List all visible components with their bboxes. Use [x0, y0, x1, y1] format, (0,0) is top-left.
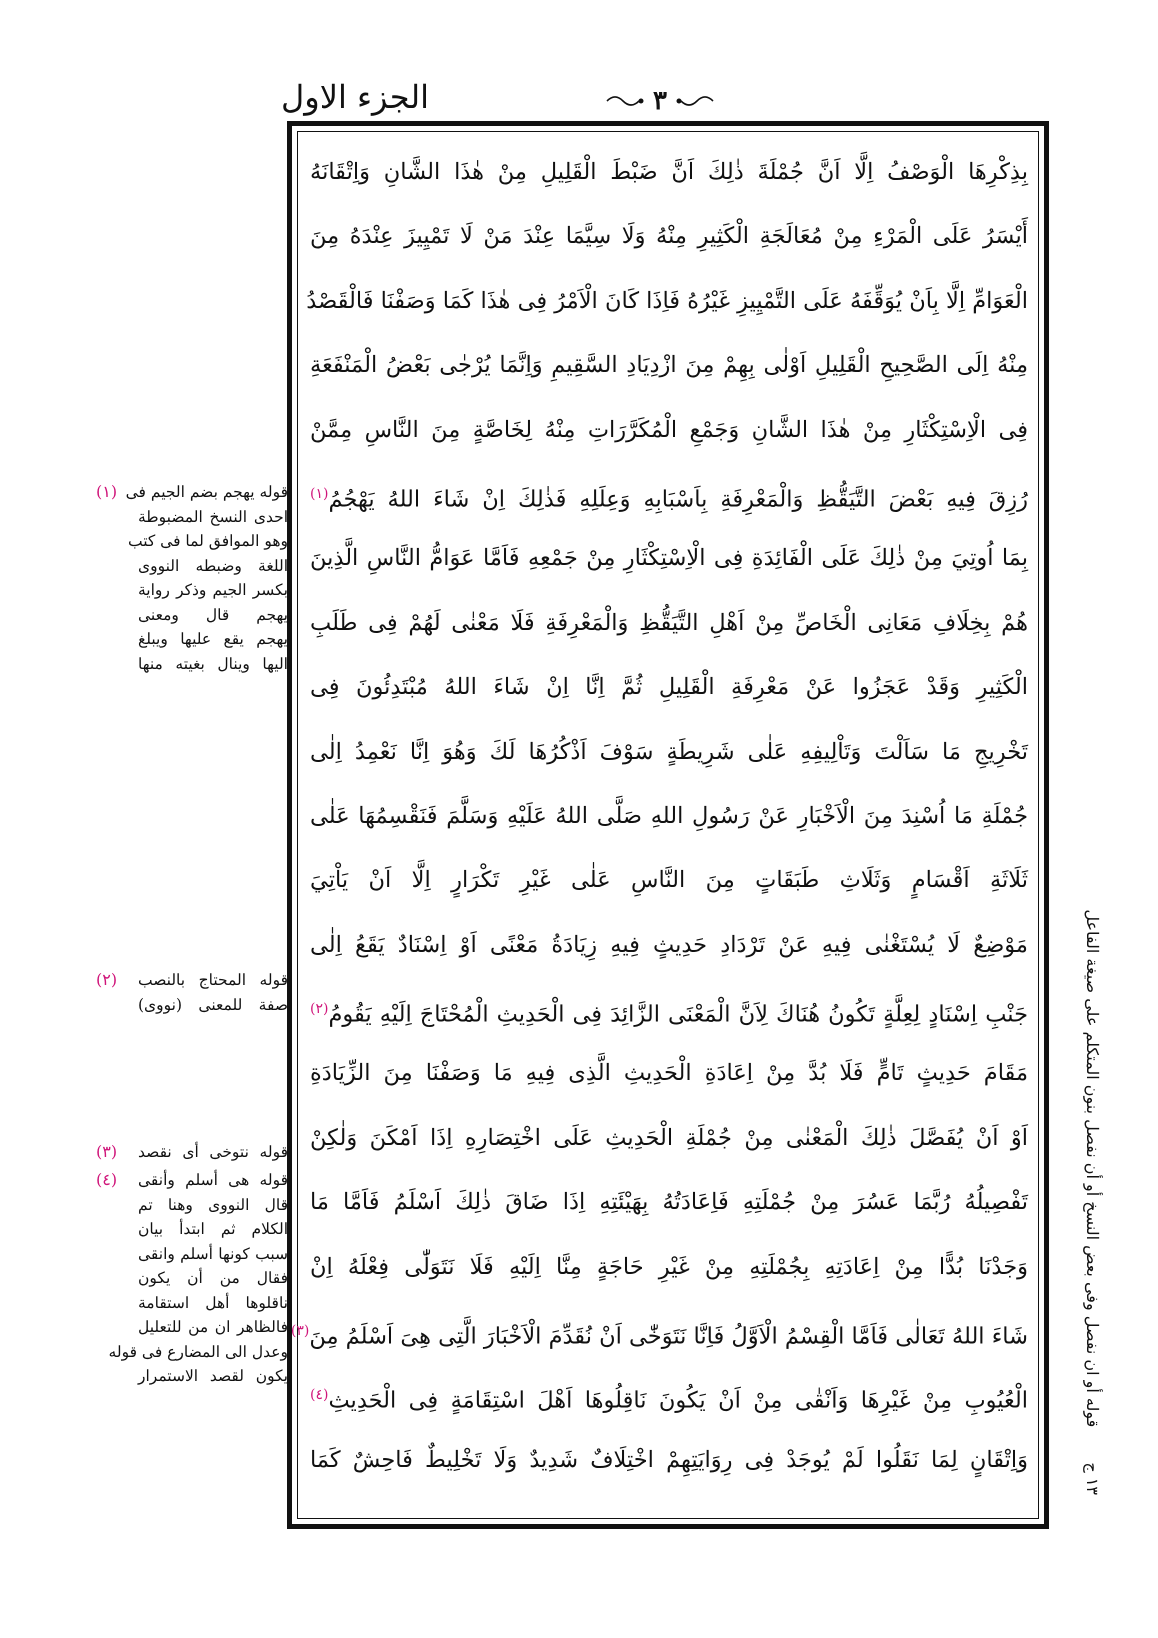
note-line: يكون لقصد الاستمرار — [138, 1367, 288, 1385]
note-mark: (١) — [96, 482, 118, 501]
text-line: فِى الْاِسْتِكْثَارِ مِنْ هٰذَا الشَّانِ وَجَمْعِ الْمُكَرَّرَاتِ مِنْهُ لِخَاصَّةٍ مِنَ النَّاسِ مِمَّنْ — [310, 416, 1028, 443]
text-line: الْعَوَامِّ اِلَّا بِاَنْ يُوَقِّفَهُ عَلَى التَّمْيِيزِ غَيْرُهُ فَاِذَا كَانَ الْاَمْرُ فِى هٰذَا كَمَا وَصَفْنَا فَالْقَصْدُ — [306, 287, 1028, 314]
text-line: جُمْلَةِ مَا اُسْنِدَ مِنَ الْاَخْبَارِ عَنْ رَسُولِ اللهِ صَلَّى اللهُ عَلَيْهِ وَسَلَّمَ فَنَقْسِمُهَا عَلٰى — [310, 802, 1028, 829]
footnote-ref[interactable]: (٢) — [310, 1001, 329, 1018]
note-mark: (٢) — [96, 970, 118, 989]
text-line: وَاِتْقَانٍ لِمَا نَقَلُوا لَمْ يُوجَدْ فِى رِوَايَتِهِمْ اخْتِلَافٌ شَدِيدٌ وَلَا تَخْلِيطٌ فَاحِشٌ كَمَا — [310, 1446, 1028, 1473]
text-line: الْكَثِيرِ وَقَدْ عَجَزُوا عَنْ مَعْرِفَةِ الْقَلِيلِ ثُمَّ اِنَّا اِنْ شَاءَ اللهُ مُبْتَدِئُونَ فِى — [310, 674, 1028, 701]
margin-note-4 — [98, 1168, 288, 1389]
text-line: تَفْصِيلُهُ رُبَّمَا عَسُرَ مِنْ جُمْلَتِهِ فَاِعَادَتُهُ بِهَيْئَتِهِ اِذَا ضَاقَ ذٰلِكَ اَسْلَمُ فَاَمَّا مَا — [310, 1189, 1028, 1216]
text-line: بِذِكْرِهَا الْوَصْفُ اِلَّا اَنَّ جُمْلَةَ ذٰلِكَ اَنَّ ضَبْطَ الْقَلِيلِ مِنْ هٰذَا الشَّانِ وَاِتْقَانَهُ — [310, 159, 1028, 185]
margin-note-3 — [98, 1140, 288, 1165]
text-line: أَيْسَرُ عَلَى الْمَرْءِ مِنْ مُعَالَجَةِ الْكَثِيرِ مِنْهُ وَلَا سِيَّمَا عِنْدَ مَنْ لَا تَمْيِيزَ عِنْدَهُ مِنَ — [310, 223, 1028, 250]
note-line: قوله نتوخى أى نقصد — [138, 1143, 288, 1161]
note-line: قوله يهجم بضم الجيم فى — [125, 483, 288, 501]
side-note-mark: ١٣ ج — [1083, 1462, 1102, 1495]
note-line: يهجم قال ومعنى — [138, 605, 288, 624]
note-line: فقال من أن يكون — [138, 1269, 288, 1287]
text-line: وَجَدْنَا بُدًّا مِنْ اِعَادَتِهِ بِجُمْلَتِهِ مِنْ غَيْرِ حَاجَةٍ مِنَّا اِلَيْهِ فَلَا نَتَوَلّٰى فِعْلَهُ اِنْ — [310, 1253, 1028, 1280]
text-line: رُزِقَ فِيهِ بَعْضَ التَّيَقُّظِ وَالْمَعْرِفَةِ بِاَسْبَابِهِ وَعِلَلِهِ فَذٰلِكَ اِنْ شَاءَ اللهُ يَهْجُمُ — [328, 486, 1028, 513]
page-number: ٣ — [653, 86, 667, 116]
note-line: وعدل الى المضارع فى قوله — [108, 1342, 288, 1361]
text-line: ثَلَاثَةِ اَقْسَامٍ وَثَلَاثِ طَبَقَاتٍ مِنَ النَّاسِ عَلٰى غَيْرِ تَكْرَارٍ اِلَّا اَنْ يَاْتِيَ — [310, 867, 1028, 894]
text-line: جَنْبِ اِسْنَادٍ لِعِلَّةٍ تَكُونُ هُنَاكَ لِاَنَّ الْمَعْنَى الزَّائِدَ فِى الْحَدِيثِ الْمُحْتَاجَ اِلَيْهِ يَقُومُ — [328, 1001, 1028, 1028]
text-line: الْعُيُوبِ مِنْ غَيْرِهَا وَاَنْقٰى مِنْ اَنْ يَكُونَ نَاقِلُوهَا اَهْلَ اسْتِقَامَةٍ فِى الْحَدِيثِ — [328, 1387, 1028, 1414]
note-mark: (٣) — [96, 1142, 118, 1161]
page-number-ornament — [590, 84, 730, 118]
note-line: احدى النسخ المضبوطة — [138, 507, 288, 526]
footnote-ref[interactable]: (١) — [310, 485, 329, 502]
note-line: صفة للمعنى (نووى) — [138, 995, 288, 1014]
note-line: سبب كونها أسلم وانقى — [138, 1244, 288, 1263]
text-line: هُمْ بِخِلَافِ مَعَانِى الْخَاصِّ مِنْ اَهْلِ التَّيَقُّظِ وَالْمَعْرِفَةِ فَلَا مَعْنٰى لَهُمْ فِى طَلَبِ — [310, 609, 1028, 636]
footnote-ref[interactable]: (٣) — [290, 1323, 310, 1340]
text-line: مَوْضِعٌ لَا يُسْتَغْنٰى فِيهِ عَنْ تَرْدَادِ حَدِيثٍ فِيهِ زِيَادَةُ مَعْنًى اَوْ اِسْنَادٌ يَقَعُ اِلٰى — [310, 931, 1028, 958]
text-line: اَوْ اَنْ يُفَصَّلَ ذٰلِكَ الْمَعْنٰى مِنْ جُمْلَةِ الْحَدِيثِ عَلَى اخْتِصَارِهِ اِذَا اَمْكَنَ وَلٰكِنْ — [310, 1124, 1028, 1151]
note-line: فالظاهر ان من للتعليل — [138, 1318, 288, 1336]
note-line: الكلام ثم ابتدأ بيان — [138, 1220, 288, 1238]
text-line: مَقَامَ حَدِيثٍ تَامٍّ فَلَا بُدَّ مِنْ اِعَادَةِ الْحَدِيثِ الَّذِى فِيهِ مَا وَصَفْنَا مِنَ الزِّيَادَةِ — [310, 1060, 1028, 1087]
side-note-text: قوله أو ان نفصل وفى بعض النسخ أو أن نفصل بنون المتكلم على صيغة الفاعل — [1083, 909, 1102, 1428]
flourish-right-icon — [675, 91, 715, 111]
note-line: قوله المحتاج بالنصب — [138, 971, 288, 989]
note-line: قال النووى وهنا تم — [138, 1195, 288, 1214]
note-line: قوله هى أسلم وأنقى — [138, 1171, 288, 1189]
side-note — [1068, 495, 1108, 1495]
note-line: وهو الموافق لما فى كتب — [127, 532, 288, 550]
part-title: الجزء الاول — [280, 78, 429, 116]
note-line: اللغة وضبطه النووى — [138, 556, 288, 575]
text-line-with-ref — [290, 1299, 1028, 1363]
note-line: ناقلوها أهل استقامة — [138, 1293, 288, 1312]
flourish-left-icon — [605, 91, 645, 111]
note-line: يهجم يقع عليها ويبلغ — [138, 630, 288, 648]
margin-note-1 — [98, 480, 288, 676]
main-text — [290, 140, 1028, 1512]
note-line: اليها وينال بغيته منها — [138, 654, 288, 673]
margin-note-2 — [98, 968, 288, 1017]
text-line: بِمَا اُوتِيَ مِنْ ذٰلِكَ عَلَى الْفَائِدَةِ فِى الْاِسْتِكْثَارِ مِنْ جَمْعِهِ فَاَمَّا عَوَامُّ النَّاسِ الَّذِينَ — [310, 545, 1028, 572]
text-line-with-ref — [310, 1363, 1028, 1427]
note-mark: (٤) — [96, 1170, 118, 1189]
text-line-with-ref — [310, 462, 1028, 526]
text-line: تَخْرِيجِ مَا سَاَلْتَ وَتَاْلِيفِهِ عَلٰى شَرِيطَةٍ سَوْفَ اَذْكُرُهَا لَكَ وَهُوَ اِنَّا نَعْمِدُ اِلٰى — [310, 738, 1028, 765]
footnote-ref[interactable]: (٤) — [310, 1387, 329, 1404]
side-note-text-wrap — [1083, 495, 1102, 1495]
text-line: شَاءَ اللهُ تَعَالٰى فَاَمَّا الْقِسْمُ الْاَوَّلُ فَاِنَّا نَتَوَخّٰى اَنْ نُقَدِّمَ الْاَخْبَارَ الَّتِى هِىَ اَسْلَمُ مِنَ — [309, 1323, 1028, 1350]
text-line: مِنْهُ اِلَى الصَّحِيحِ الْقَلِيلِ اَوْلٰى بِهِمْ مِنَ ازْدِيَادِ السَّقِيمِ وَاِنَّمَا يُرْجٰى بَعْضُ الْمَنْفَعَةِ — [310, 352, 1028, 379]
text-line-with-ref — [310, 977, 1028, 1041]
note-line: بكسر الجيم وذكر رواية — [138, 581, 288, 599]
